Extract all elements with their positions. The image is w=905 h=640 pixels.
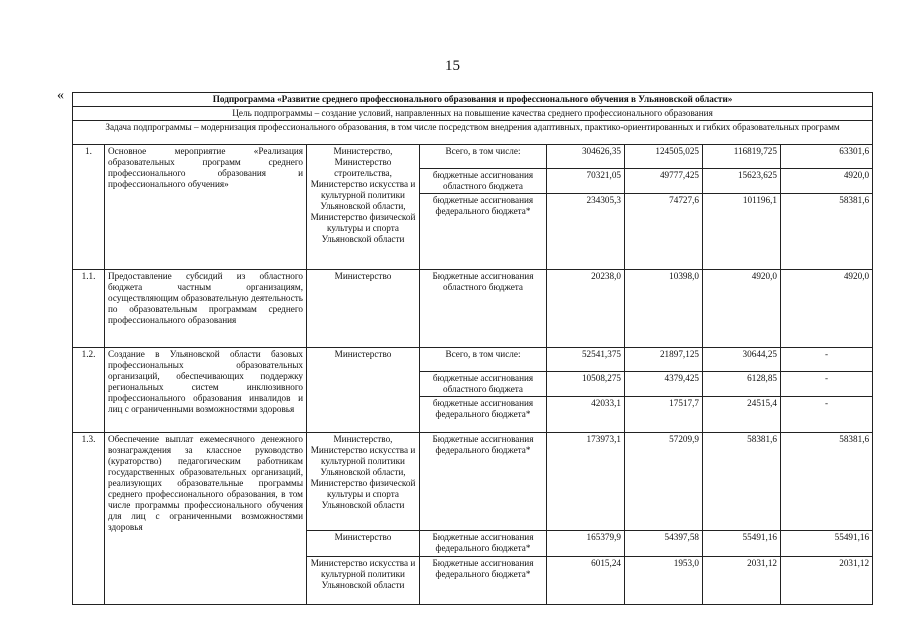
value-year-3: - (781, 397, 873, 433)
program-table (72, 92, 873, 605)
activity-description: Создание в Ульяновской области базовых профессиональных образовательных организаций, обеспечивающих поддержку региональных систем инклюзивного профессионального образования инвалидов и лиц с ограниченными возможностями здоровья (105, 348, 307, 433)
value-year-1: 1953,0 (625, 557, 703, 605)
value-total: 52541,375 (547, 348, 625, 372)
value-year-3: 55491,16 (781, 531, 873, 557)
value-total: 165379,9 (547, 531, 625, 557)
value-total: 42033,1 (547, 397, 625, 433)
value-year-3: 4920,0 (781, 169, 873, 194)
value-year-2: 24515,4 (703, 397, 781, 433)
value-year-2: 101196,1 (703, 194, 781, 270)
value-year-2: 2031,12 (703, 557, 781, 605)
value-year-3: 58381,6 (781, 194, 873, 270)
executor: Министерство искусства и культурной политики Ульяновской области (307, 557, 420, 605)
value-year-1: 74727,6 (625, 194, 703, 270)
table-row (73, 270, 873, 348)
funding-source: бюджетные ассигнования областного бюджета (420, 169, 547, 194)
value-year-1: 21897,125 (625, 348, 703, 372)
funding-source: бюджетные ассигнования федерального бюджета* (420, 397, 547, 433)
value-total: 10508,275 (547, 372, 625, 397)
row-number: 1.3. (73, 433, 105, 605)
value-year-3: 58381,6 (781, 433, 873, 531)
funding-source: Бюджетные ассигнования областного бюджета (420, 270, 547, 348)
activity-description: Основное мероприятие «Реализация образовательных программ среднего профессионального образования и профессионального обучения» (105, 145, 307, 270)
row-number: 1.2. (73, 348, 105, 433)
value-year-3: 63301,6 (781, 145, 873, 169)
value-year-1: 54397,58 (625, 531, 703, 557)
value-year-1: 49777,425 (625, 169, 703, 194)
row-number: 1. (73, 145, 105, 270)
opening-quote-mark: « (57, 88, 64, 103)
table-row (73, 433, 873, 531)
value-year-2: 6128,85 (703, 372, 781, 397)
executor: Министерство (307, 270, 420, 348)
value-year-3: 2031,12 (781, 557, 873, 605)
subprogram-title: Подпрограмма «Развитие среднего профессионального образования и профессионального обучения в Ульяновской области» (73, 93, 873, 107)
funding-source: Бюджетные ассигнования федерального бюджета* (420, 557, 547, 605)
table-row (73, 348, 873, 372)
funding-source: бюджетные ассигнования федерального бюджета* (420, 194, 547, 270)
funding-source: Бюджетные ассигнования федерального бюджета* (420, 433, 547, 531)
value-year-2: 116819,725 (703, 145, 781, 169)
value-year-1: 17517,7 (625, 397, 703, 433)
value-total: 304626,35 (547, 145, 625, 169)
value-year-3: 4920,0 (781, 270, 873, 348)
executor: Министерство, Министерство искусства и культурной политики Ульяновской области, Министерство физической культуры и спорта Ульяновской области (307, 433, 420, 531)
value-total: 70321,05 (547, 169, 625, 194)
value-year-3: - (781, 372, 873, 397)
row-number: 1.1. (73, 270, 105, 348)
executor: Министерство (307, 531, 420, 557)
value-year-1: 4379,425 (625, 372, 703, 397)
subprogram-goal: Цель подпрограммы – создание условий, направленных на повышение качества среднего профессионального образования (73, 107, 873, 121)
subprogram-task: Задача подпрограммы – модернизация профессионального образования, в том числе посредством внедрения адаптивных, практико-ориентированных и гибких образовательных программ (73, 121, 873, 145)
value-year-3: - (781, 348, 873, 372)
value-year-1: 57209,9 (625, 433, 703, 531)
value-year-2: 30644,25 (703, 348, 781, 372)
table-row (73, 145, 873, 169)
value-year-2: 55491,16 (703, 531, 781, 557)
funding-source: бюджетные ассигнования областного бюджета (420, 372, 547, 397)
executor: Министерство (307, 348, 420, 433)
funding-source: Бюджетные ассигнования федерального бюджета* (420, 531, 547, 557)
value-year-2: 15623,625 (703, 169, 781, 194)
value-year-2: 58381,6 (703, 433, 781, 531)
value-year-1: 124505,025 (625, 145, 703, 169)
value-total: 234305,3 (547, 194, 625, 270)
activity-description: Предоставление субсидий из областного бюджета частным организациям, осуществляющим образовательную деятельность по образовательным программам среднего профессионального образования (105, 270, 307, 348)
value-total: 173973,1 (547, 433, 625, 531)
funding-source: Всего, в том числе: (420, 145, 547, 169)
executor: Министерство, Министерство строительства, Министерство искусства и культурной политики Ульяновской области, Министерство физической культуры и спорта Ульяновской области (307, 145, 420, 270)
activity-description: Обеспечение выплат ежемесячного денежного вознаграждения за классное руководство (кураторство) педагогическим работникам государственных образовательных организаций, реализующих образовательные программы среднего профессионального образования, в том числе программы профессионального обучения для лиц с ограниченными возможностями здоровья (105, 433, 307, 605)
value-total: 20238,0 (547, 270, 625, 348)
value-year-1: 10398,0 (625, 270, 703, 348)
funding-source: Всего, в том числе: (420, 348, 547, 372)
value-total: 6015,24 (547, 557, 625, 605)
value-year-2: 4920,0 (703, 270, 781, 348)
page-number: 15 (445, 58, 460, 74)
